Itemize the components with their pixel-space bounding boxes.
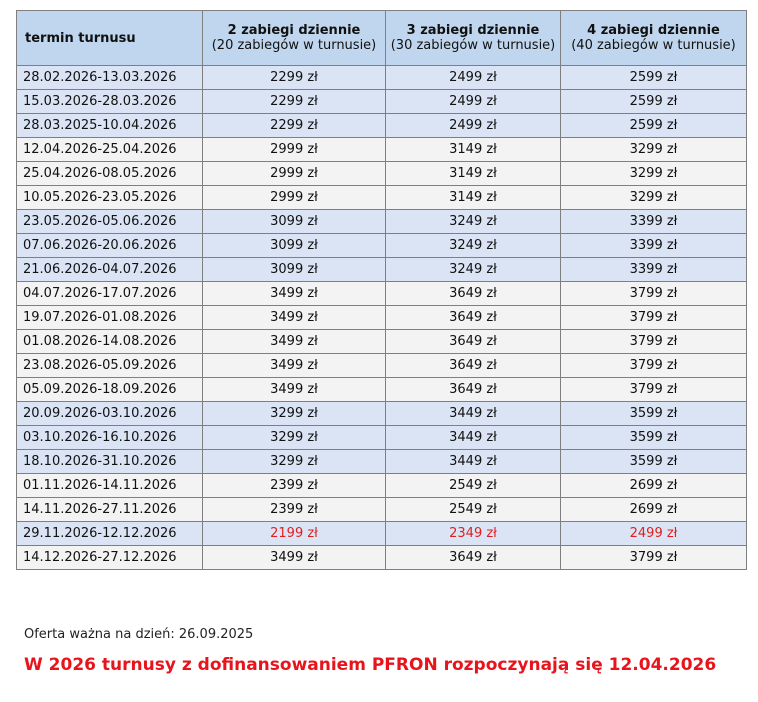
price-4-zabiegi: 2699 zł — [561, 498, 747, 522]
header-2-zabiegi — [203, 11, 386, 66]
pfron-banner: W 2026 turnusy z dofinansowaniem PFRON rozpoczynają się 12.04.2026 — [24, 655, 717, 675]
price-2-zabiegi: 2399 zł — [203, 498, 386, 522]
price-4-zabiegi: 3599 zł — [561, 402, 747, 426]
price-2-zabiegi: 3499 zł — [203, 306, 386, 330]
row-date: 10.05.2026-23.05.2026 — [17, 186, 203, 210]
row-date: 15.03.2026-28.03.2026 — [17, 90, 203, 114]
price-4-zabiegi: 3599 zł — [561, 450, 747, 474]
table-row — [17, 138, 747, 162]
table-row — [17, 498, 747, 522]
table-row — [17, 162, 747, 186]
header-4-zabiegi — [561, 11, 747, 66]
header-4-zabiegi-title: 4 zabiegi dziennie — [587, 23, 720, 38]
price-3-zabiegi: 2549 zł — [386, 474, 561, 498]
price-2-zabiegi: 3499 zł — [203, 282, 386, 306]
price-3-zabiegi: 2499 zł — [386, 114, 561, 138]
row-date: 20.09.2026-03.10.2026 — [17, 402, 203, 426]
price-4-zabiegi: 3599 zł — [561, 426, 747, 450]
table-row — [17, 546, 747, 570]
price-2-zabiegi: 2299 zł — [203, 114, 386, 138]
price-4-zabiegi: 3799 zł — [561, 354, 747, 378]
table-row — [17, 378, 747, 402]
price-3-zabiegi: 3649 zł — [386, 354, 561, 378]
table-row — [17, 354, 747, 378]
row-date: 25.04.2026-08.05.2026 — [17, 162, 203, 186]
row-date: 28.03.2025-10.04.2026 — [17, 114, 203, 138]
price-3-zabiegi: 3249 zł — [386, 258, 561, 282]
price-3-zabiegi: 3149 zł — [386, 162, 561, 186]
price-3-zabiegi: 2549 zł — [386, 498, 561, 522]
table-row — [17, 90, 747, 114]
row-date: 19.07.2026-01.08.2026 — [17, 306, 203, 330]
price-4-zabiegi: 3799 zł — [561, 378, 747, 402]
price-4-zabiegi: 2499 zł — [561, 522, 747, 546]
price-4-zabiegi: 3799 zł — [561, 546, 747, 570]
row-date: 01.11.2026-14.11.2026 — [17, 474, 203, 498]
table-row — [17, 402, 747, 426]
price-2-zabiegi: 3099 zł — [203, 234, 386, 258]
price-3-zabiegi: 3149 zł — [386, 138, 561, 162]
price-2-zabiegi: 3299 zł — [203, 402, 386, 426]
table-row — [17, 210, 747, 234]
price-3-zabiegi: 3449 zł — [386, 450, 561, 474]
table-row — [17, 234, 747, 258]
price-3-zabiegi: 3649 zł — [386, 282, 561, 306]
price-3-zabiegi: 3249 zł — [386, 210, 561, 234]
row-date: 07.06.2026-20.06.2026 — [17, 234, 203, 258]
price-table — [16, 10, 747, 570]
header-4-zabiegi-sub: (40 zabiegów w turnusie) — [571, 38, 736, 53]
price-3-zabiegi: 3149 zł — [386, 186, 561, 210]
price-2-zabiegi: 3499 zł — [203, 546, 386, 570]
price-4-zabiegi: 2599 zł — [561, 66, 747, 90]
price-3-zabiegi: 3649 zł — [386, 378, 561, 402]
header-termin-label: termin turnusu — [25, 30, 136, 46]
price-table-container — [16, 10, 746, 570]
table-row — [17, 426, 747, 450]
price-4-zabiegi: 3399 zł — [561, 210, 747, 234]
price-3-zabiegi: 3649 zł — [386, 330, 561, 354]
price-2-zabiegi: 3499 zł — [203, 330, 386, 354]
price-2-zabiegi: 3299 zł — [203, 450, 386, 474]
price-3-zabiegi: 2499 zł — [386, 90, 561, 114]
row-date: 28.02.2026-13.03.2026 — [17, 66, 203, 90]
header-3-zabiegi — [386, 11, 561, 66]
header-3-zabiegi-title: 3 zabiegi dziennie — [406, 23, 540, 38]
price-3-zabiegi: 3649 zł — [386, 546, 561, 570]
price-2-zabiegi: 3499 zł — [203, 378, 386, 402]
price-2-zabiegi: 3099 zł — [203, 258, 386, 282]
table-row — [17, 258, 747, 282]
price-3-zabiegi: 2499 zł — [386, 66, 561, 90]
price-3-zabiegi: 3449 zł — [386, 426, 561, 450]
table-row — [17, 450, 747, 474]
price-3-zabiegi: 3249 zł — [386, 234, 561, 258]
price-2-zabiegi: 2399 zł — [203, 474, 386, 498]
price-4-zabiegi: 2699 zł — [561, 474, 747, 498]
table-header-row — [17, 11, 747, 66]
table-row — [17, 522, 747, 546]
price-2-zabiegi: 2999 zł — [203, 162, 386, 186]
row-date: 05.09.2026-18.09.2026 — [17, 378, 203, 402]
header-termin — [17, 11, 203, 66]
price-4-zabiegi: 3399 zł — [561, 258, 747, 282]
table-row — [17, 66, 747, 90]
price-2-zabiegi: 2199 zł — [203, 522, 386, 546]
header-3-zabiegi-sub: (30 zabiegów w turnusie) — [390, 38, 556, 53]
row-date: 23.05.2026-05.06.2026 — [17, 210, 203, 234]
row-date: 01.08.2026-14.08.2026 — [17, 330, 203, 354]
row-date: 03.10.2026-16.10.2026 — [17, 426, 203, 450]
price-3-zabiegi: 3649 zł — [386, 306, 561, 330]
header-2-zabiegi-sub: (20 zabiegów w turnusie) — [211, 38, 377, 53]
price-2-zabiegi: 3299 zł — [203, 426, 386, 450]
table-row — [17, 186, 747, 210]
row-date: 21.06.2026-04.07.2026 — [17, 258, 203, 282]
price-2-zabiegi: 2999 zł — [203, 186, 386, 210]
header-2-zabiegi-title: 2 zabiegi dziennie — [227, 23, 361, 38]
price-4-zabiegi: 3799 zł — [561, 330, 747, 354]
price-4-zabiegi: 3799 zł — [561, 306, 747, 330]
price-4-zabiegi: 3299 zł — [561, 162, 747, 186]
table-body — [17, 66, 747, 570]
row-date: 12.04.2026-25.04.2026 — [17, 138, 203, 162]
price-2-zabiegi: 3499 zł — [203, 354, 386, 378]
price-2-zabiegi: 2299 zł — [203, 66, 386, 90]
price-4-zabiegi: 3799 zł — [561, 282, 747, 306]
table-row — [17, 114, 747, 138]
row-date: 23.08.2026-05.09.2026 — [17, 354, 203, 378]
table-row — [17, 282, 747, 306]
row-date: 14.11.2026-27.11.2026 — [17, 498, 203, 522]
price-2-zabiegi: 3099 zł — [203, 210, 386, 234]
row-date: 18.10.2026-31.10.2026 — [17, 450, 203, 474]
price-4-zabiegi: 2599 zł — [561, 90, 747, 114]
price-2-zabiegi: 2999 zł — [203, 138, 386, 162]
table-row — [17, 330, 747, 354]
price-4-zabiegi: 3399 zł — [561, 234, 747, 258]
price-4-zabiegi: 3299 zł — [561, 138, 747, 162]
row-date: 14.12.2026-27.12.2026 — [17, 546, 203, 570]
offer-valid-note: Oferta ważna na dzień: 26.09.2025 — [24, 627, 254, 642]
row-date: 04.07.2026-17.07.2026 — [17, 282, 203, 306]
table-row — [17, 306, 747, 330]
price-3-zabiegi: 2349 zł — [386, 522, 561, 546]
price-3-zabiegi: 3449 zł — [386, 402, 561, 426]
table-row — [17, 474, 747, 498]
price-4-zabiegi: 2599 zł — [561, 114, 747, 138]
price-2-zabiegi: 2299 zł — [203, 90, 386, 114]
row-date: 29.11.2026-12.12.2026 — [17, 522, 203, 546]
price-4-zabiegi: 3299 zł — [561, 186, 747, 210]
